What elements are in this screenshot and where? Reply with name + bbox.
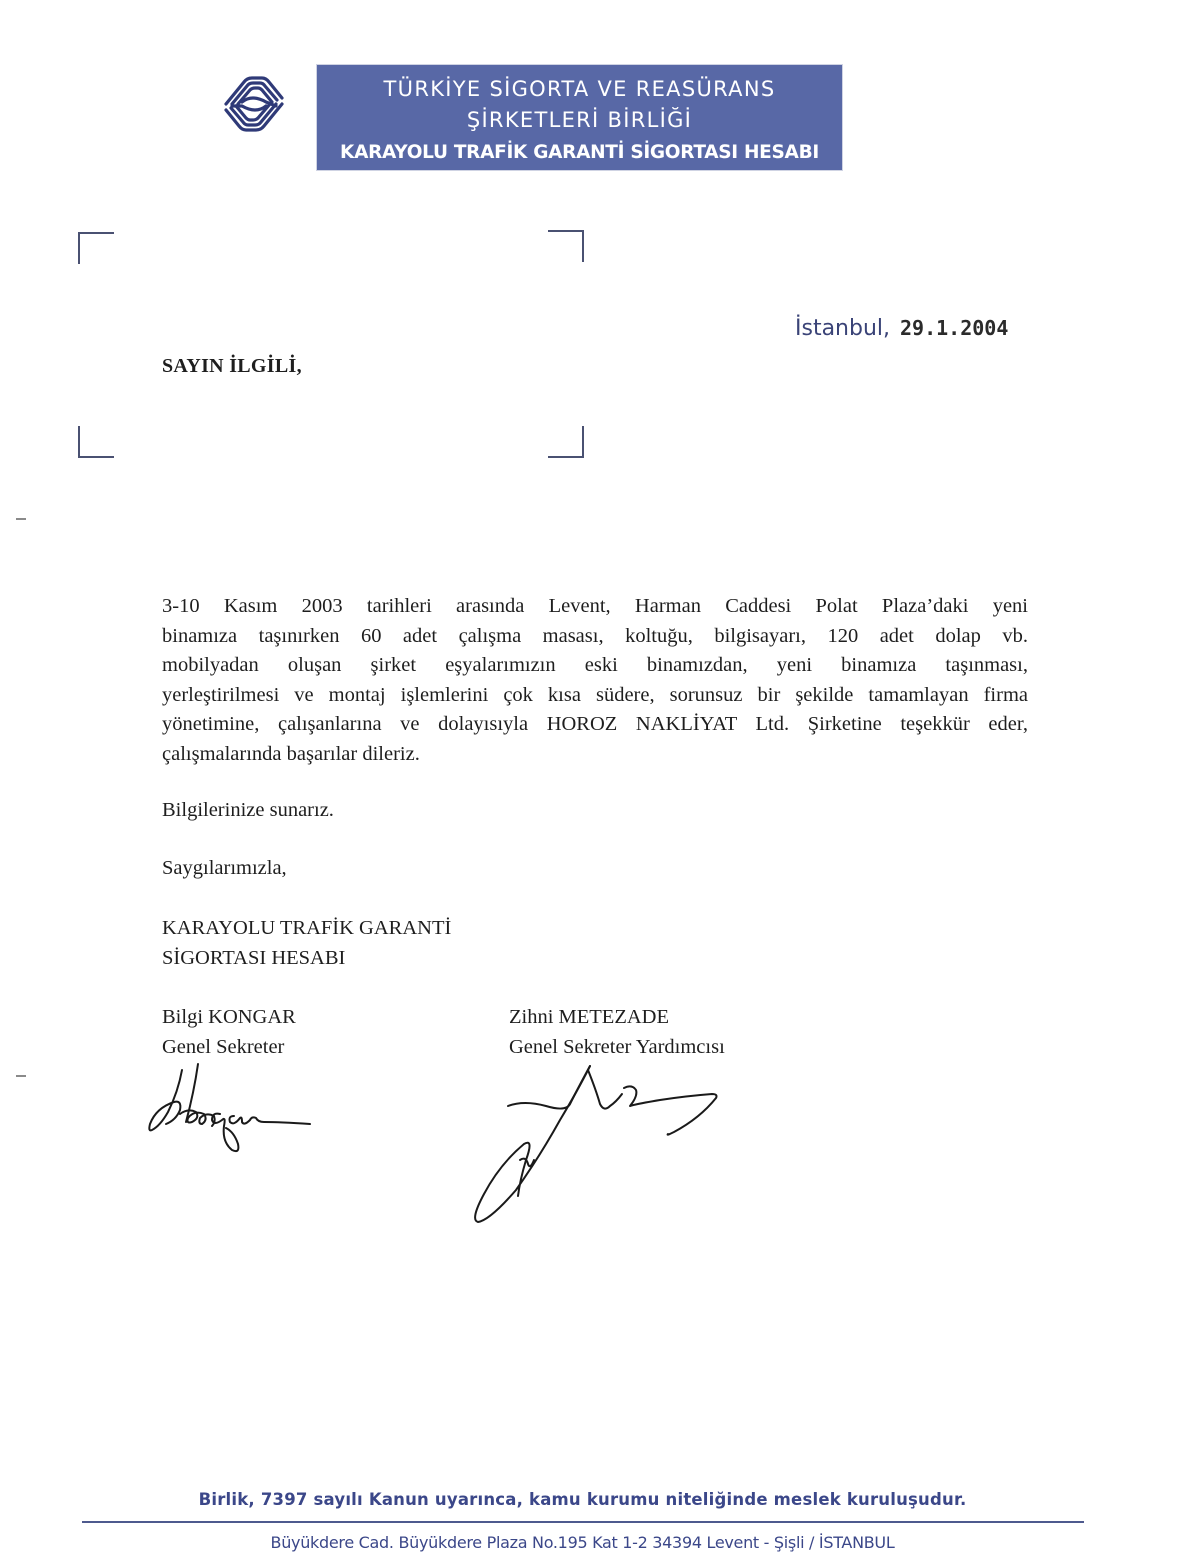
tsrsb-logo-icon: [222, 72, 286, 136]
organization-line-2: SİGORTASI HESABI: [162, 947, 346, 969]
letterhead-banner: [316, 64, 843, 171]
address-window-corner-bottom-right: [548, 426, 584, 458]
closing-regards: Saygılarımızla,: [162, 857, 287, 879]
signatory-2-name: Zihni METEZADE: [509, 1006, 669, 1028]
footer-divider: [82, 1521, 1084, 1523]
body-line: binamıza taşınırken 60 adet çalışma masası, koltuğu, bilgisayarı, 120 adet dolap vb.: [162, 624, 1028, 647]
handwritten-signature-icon: [460, 1060, 740, 1230]
signatory-1-name: Bilgi KONGAR: [162, 1006, 296, 1028]
handwritten-signature-icon: [140, 1062, 350, 1162]
fold-mark: [16, 1075, 26, 1077]
body-line: mobilyadan oluşan şirket eşyalarımızın eski binamızdan, yeni binamıza taşınması,: [162, 654, 1028, 676]
footer-statement: Birlik, 7397 sayılı Kanun uyarınca, kamu kurumu niteliğinde meslek kuruluşudur.: [198, 1490, 967, 1509]
letterhead-line-3: KARAYOLU TRAFİK GARANTİ SİGORTASI HESABI: [340, 142, 819, 163]
signatory-1-title: Genel Sekreter: [162, 1036, 285, 1058]
letterhead-line-2: ŞİRKETLERİ BİRLİĞİ: [466, 108, 693, 132]
signatory-2-title: Genel Sekreter Yardımcısı: [509, 1036, 725, 1058]
footer-address: Büyükdere Cad. Büyükdere Plaza No.195 Kat 1-2 34394 Levent - Şişli / İSTANBUL: [270, 1533, 895, 1552]
body-line: çalışmalarında başarılar dileriz.: [162, 742, 420, 765]
salutation: SAYIN İLGİLİ,: [162, 355, 302, 377]
body-line: yerleştirilmesi ve montaj işlemlerini çok kısa südere, sorunsuz bir şekilde tamamlayan firma: [162, 683, 1028, 706]
fold-mark: [16, 518, 26, 520]
date-city: İstanbul,: [795, 316, 891, 341]
date-line: [795, 315, 1008, 341]
address-window-corner-top-right: [548, 230, 584, 262]
body-line: 3-10 Kasım 2003 tarihleri arasında Levent, Harman Caddesi Polat Plaza’daki yeni: [162, 595, 1028, 617]
closing-info: Bilgilerinize sunarız.: [162, 799, 334, 821]
letter-body: [162, 592, 1028, 769]
address-window-corner-bottom-left: [78, 426, 114, 458]
organization-line-1: KARAYOLU TRAFİK GARANTİ: [162, 917, 452, 939]
address-window-corner-top-left: [78, 232, 114, 264]
body-line: yönetimine, çalışanlarına ve dolayısıyla HOROZ NAKLİYAT Ltd. Şirketine teşekkür eder,: [162, 713, 1028, 735]
date-value: 29.1.2004: [900, 316, 1009, 340]
letterhead-line-1: TÜRKİYE SİGORTA VE REASÜRANS: [383, 77, 776, 101]
